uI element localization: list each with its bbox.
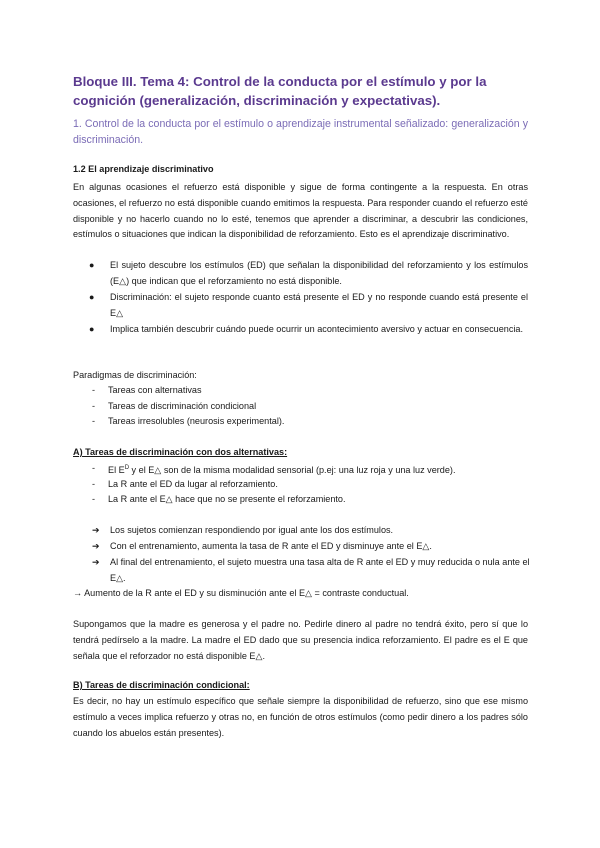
example-paragraph: Supongamos que la madre es generosa y el padre no. Pedirle dinero al padre no tendrá éxito, pero sí que lo tendrá pedírselo a la madre. La madre el ED dado que su presencia indica reforzamiento. El padre es el E que señala que el reforzador no está disponible E△. bbox=[73, 619, 528, 661]
dash-marker: - bbox=[92, 479, 96, 489]
superscript-d: D bbox=[124, 465, 130, 471]
bullet-marker: ● bbox=[89, 292, 95, 302]
section-b-paragraph: Es decir, no hay un estímulo específico que señale siempre la disponibilidad de refuerzo, sino que ese mismo estímulo a veces implica refuerzo y otras no, en función de otros estímulos (como pedir dinero a los padres sólo cuando los abuelos están presentes). bbox=[73, 696, 528, 738]
paradigms-heading: Paradigmas de discriminación: bbox=[73, 370, 197, 380]
dash-marker: - bbox=[92, 401, 96, 411]
heading-aprendizaje-discriminativo: 1.2 El aprendizaje discriminativo bbox=[73, 164, 214, 174]
dash-marker: - bbox=[92, 494, 96, 504]
bullet-marker: ● bbox=[89, 324, 95, 334]
paradigm-item: Tareas de discriminación condicional bbox=[108, 401, 257, 411]
heading-section-b-text: B) Tareas de discriminación condicional: bbox=[73, 680, 250, 690]
heading-section-b bbox=[73, 678, 250, 694]
heading-section-a-text: A) Tareas de discriminación con dos alternativas: bbox=[73, 447, 288, 457]
bullet-item: Discriminación: el sujeto responde cuanto está presente el ED y no responde cuando está presente el E△ bbox=[110, 292, 528, 318]
arrow-item: Con el entrenamiento, aumenta la tasa de R ante el ED y disminuye ante el E△. bbox=[110, 541, 432, 551]
paradigm-item: Tareas con alternativas bbox=[108, 385, 202, 395]
bullet-item: Implica también descubrir cuándo puede ocurrir un acontecimiento aversivo y actuar en consecuencia. bbox=[110, 324, 523, 334]
dash-marker: - bbox=[92, 385, 96, 395]
bullet-marker: ● bbox=[89, 260, 95, 270]
arrow-item: Al final del entrenamiento, el sujeto muestra una tasa alta de R ante el ED y muy reducida o nula ante el E△. bbox=[110, 557, 530, 583]
intro-paragraph: En algunas ocasiones el refuerzo está disponible y sigue de forma contingente a la respuesta. En otras ocasiones, el refuerzo no está disponible cuando emitimos la respuesta. Para responder cuando el refuerzo esté disponible y no hacerlo cuando no lo esté, tenemos que aprender a discriminar, a descubrir las condiciones, estímulos o situaciones que indican la disponibilidad de reforzamiento. Esto es el aprendizaje discriminativo. bbox=[73, 182, 528, 240]
heading-section-a bbox=[73, 445, 287, 461]
arrow-icon: ➔ bbox=[92, 541, 100, 551]
arrow-icon: ➔ bbox=[92, 557, 100, 567]
section-subtitle: 1. Control de la conducta por el estímulo o aprendizaje instrumental señalizado: generalización y discriminación. bbox=[73, 118, 528, 146]
section-a-item: La R ante el ED da lugar al reforzamiento. bbox=[108, 479, 278, 489]
dash-marker: - bbox=[92, 416, 96, 426]
item-text-pre: El E bbox=[108, 465, 125, 476]
section-a-item: La R ante el E△ hace que no se presente el reforzamiento. bbox=[108, 494, 346, 504]
item-text-post: y el E△ son de la misma modalidad sensorial (p.ej: una luz roja y una luz verde). bbox=[129, 465, 456, 476]
dash-marker: - bbox=[92, 463, 96, 473]
conclusion-line: → Aumento de la R ante el ED y su disminución ante el E△ = contraste conductual. bbox=[73, 588, 409, 598]
arrow-item: Los sujetos comienzan respondiendo por igual ante los dos estímulos. bbox=[110, 525, 394, 535]
paradigm-item: Tareas irresolubles (neurosis experimental). bbox=[108, 416, 285, 426]
bullet-item: El sujeto descubre los estímulos (ED) que señalan la disponibilidad del reforzamiento y los estímulos (E△) que indican que el reforzamiento no está disponible. bbox=[110, 260, 528, 286]
document-title: Bloque III. Tema 4: Control de la conducta por el estímulo y por la cognición (generalización, discriminación y expectativas). bbox=[73, 74, 487, 108]
arrow-icon: ➔ bbox=[92, 525, 100, 535]
